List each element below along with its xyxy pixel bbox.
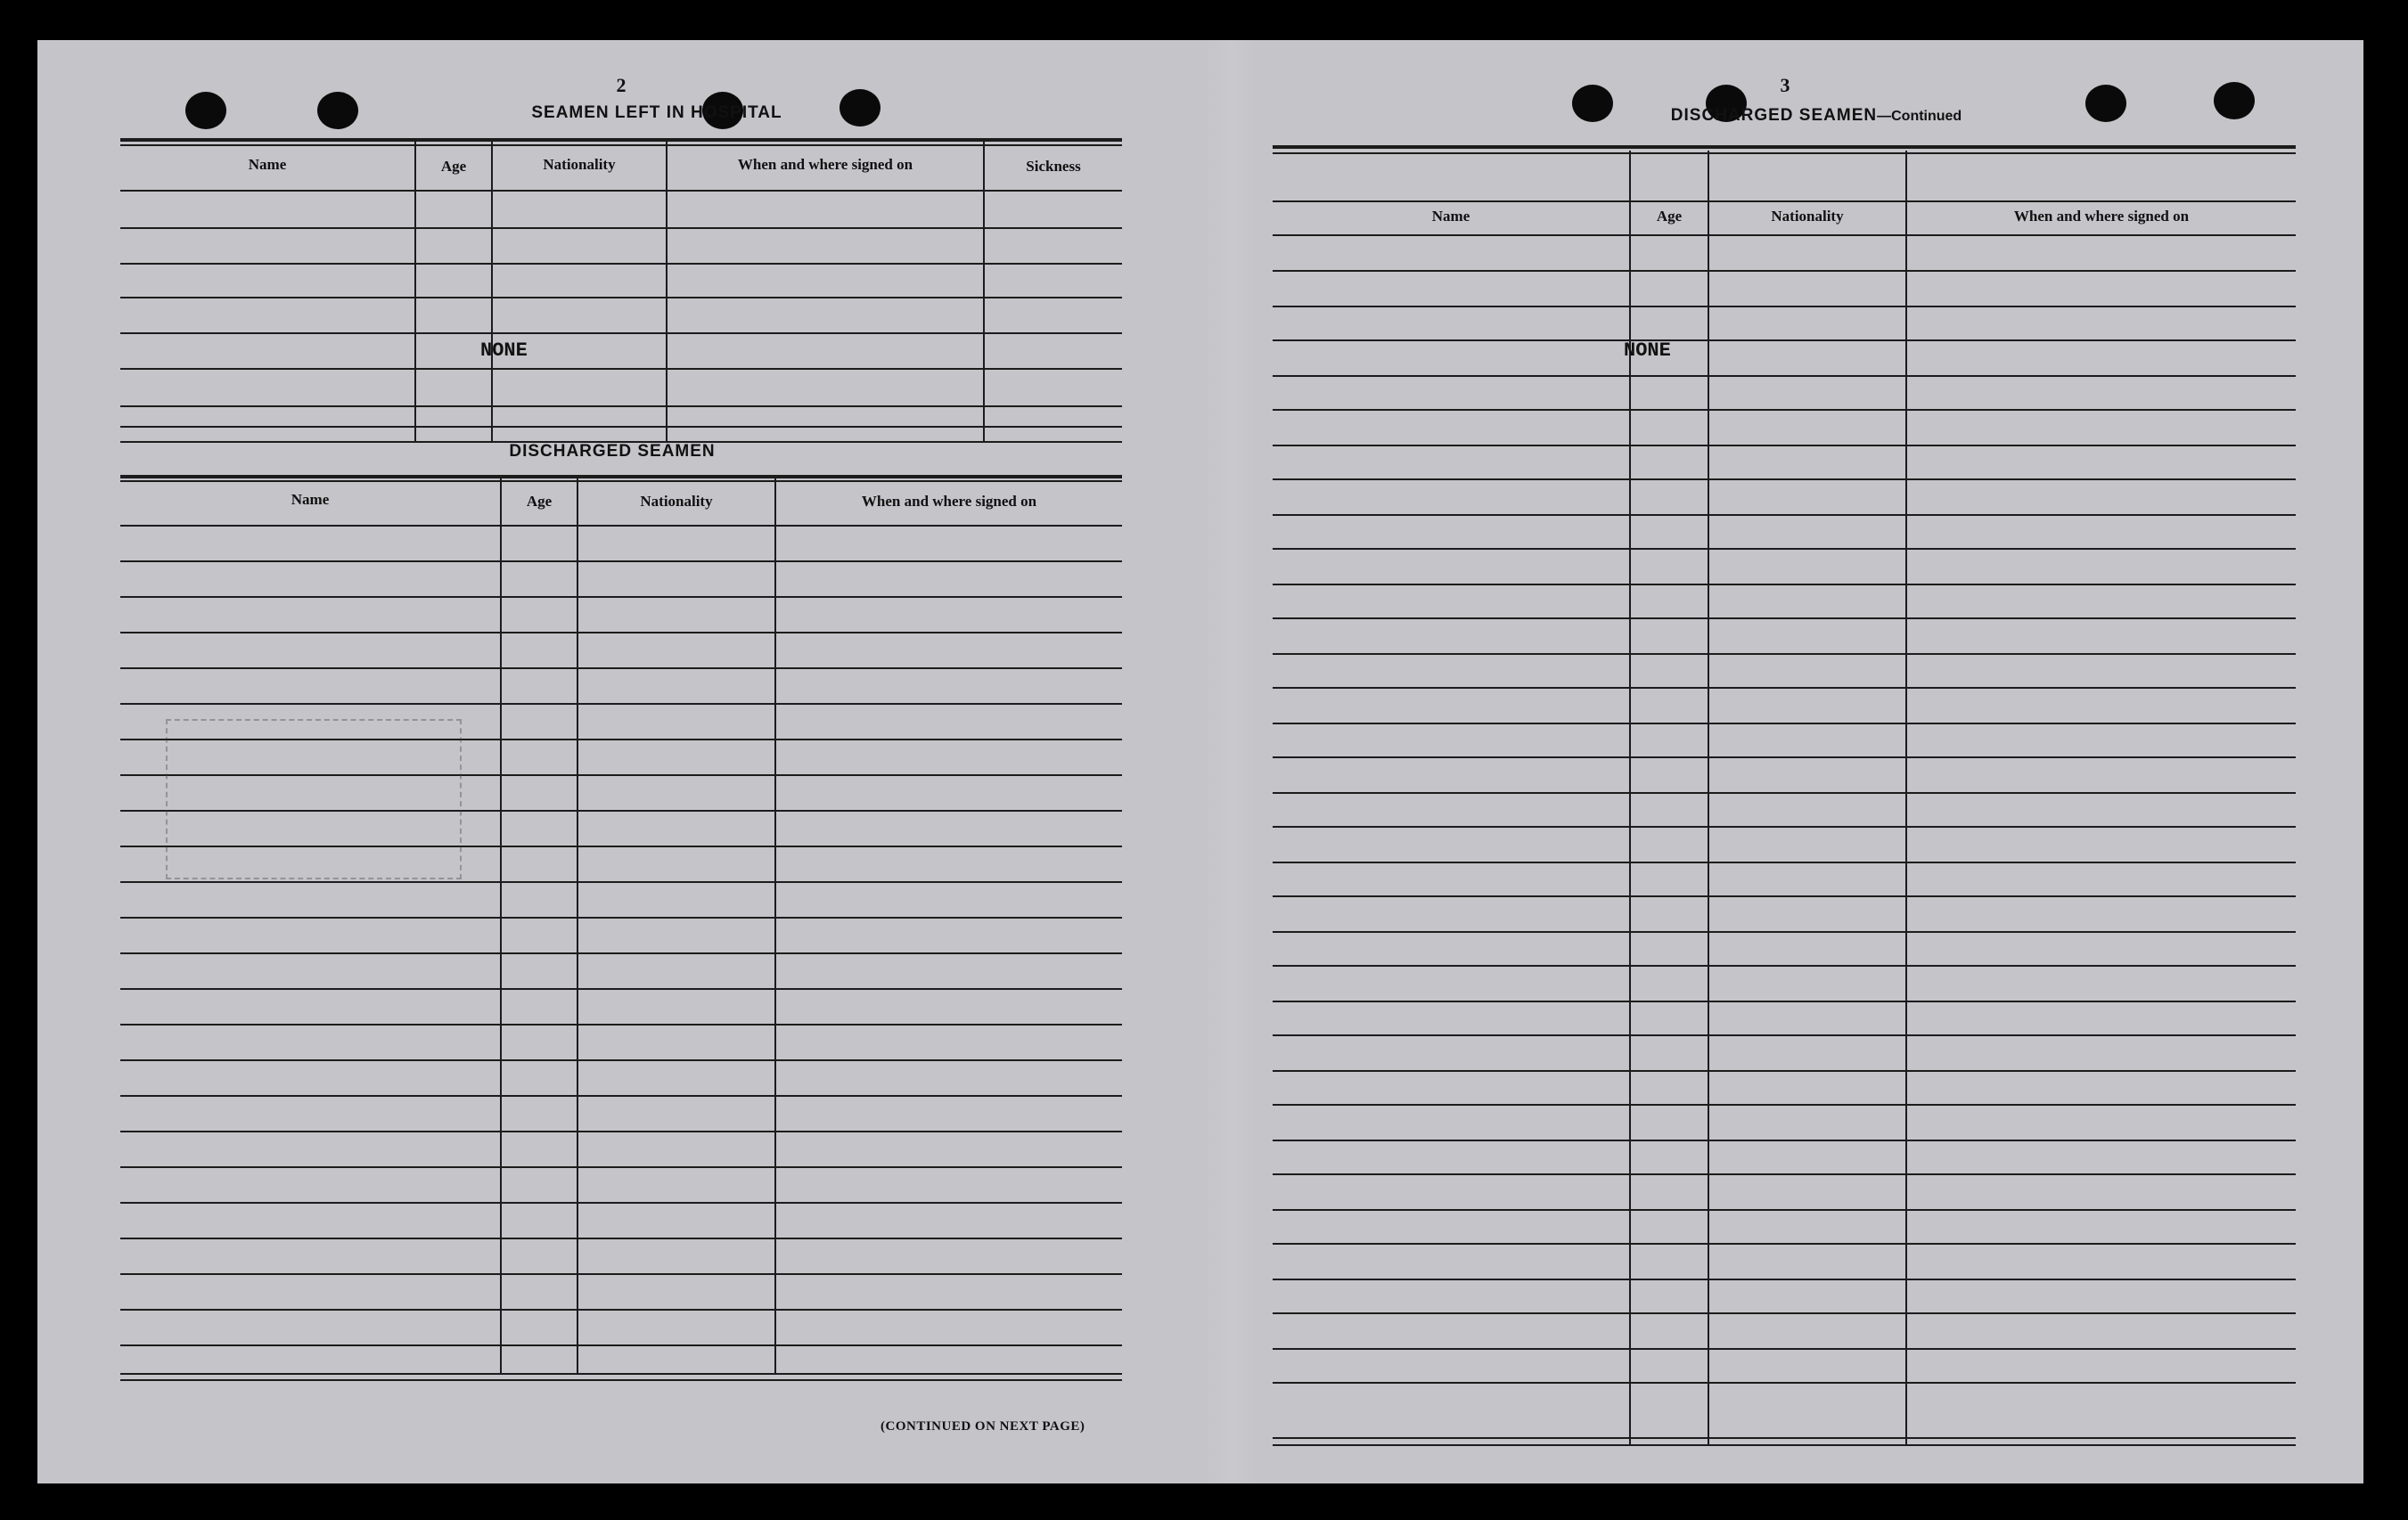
table-rule	[120, 1095, 1122, 1097]
column-header-name: Name	[248, 156, 287, 173]
punch-hole	[2214, 82, 2255, 119]
table-rule	[120, 1373, 1122, 1375]
discharged-continued-title	[1629, 106, 2003, 126]
table-rule	[120, 525, 1122, 527]
punch-hole	[1572, 85, 1613, 122]
column-header-signed-on: When and where signed on	[737, 156, 913, 173]
discharged-continued-table	[1273, 145, 2296, 1455]
table-rule	[120, 596, 1122, 598]
discharged-section-title: DISCHARGED SEAMEN	[509, 442, 716, 461]
table-rule	[120, 475, 1122, 478]
column-divider	[774, 478, 776, 1373]
table-rule	[1273, 270, 2296, 272]
table-rule	[120, 1238, 1122, 1239]
table-rule	[1273, 1070, 2296, 1072]
table-rule	[1273, 375, 2296, 377]
table-rule	[1273, 445, 2296, 446]
table-rule	[120, 560, 1122, 562]
table-rule	[120, 917, 1122, 919]
column-header-age: Age	[526, 493, 553, 510]
hospital-table	[120, 138, 1122, 468]
table-rule	[120, 1059, 1122, 1061]
table-rule	[1273, 409, 2296, 411]
table-rule	[1273, 234, 2296, 236]
table-rule	[120, 1379, 1122, 1381]
table-rule	[1273, 895, 2296, 897]
table-rule	[1273, 1279, 2296, 1280]
column-header-signed-on: When and where signed on	[861, 493, 1037, 510]
none-entry: NONE	[480, 339, 528, 362]
column-header-nationality: Nationality	[1771, 208, 1844, 225]
table-rule	[1273, 1312, 2296, 1314]
column-header-nationality: Nationality	[640, 493, 713, 510]
discharged-continued-title-text: DISCHARGED SEAMEN	[1670, 106, 1878, 125]
column-divider	[414, 142, 416, 441]
page-fold	[1205, 40, 1258, 1483]
table-rule	[120, 952, 1122, 954]
hospital-section-title: SEAMEN LEFT IN HOSPITAL	[531, 103, 782, 122]
table-rule	[1273, 653, 2296, 655]
table-rule	[1273, 1348, 2296, 1350]
punch-hole	[2085, 85, 2126, 122]
discharged-table	[120, 475, 1122, 1464]
column-divider	[983, 142, 985, 441]
table-rule	[120, 1024, 1122, 1026]
table-rule	[120, 480, 1122, 482]
column-divider	[1905, 151, 1907, 1444]
column-divider	[491, 142, 493, 441]
table-rule	[1273, 792, 2296, 794]
table-rule	[1273, 617, 2296, 619]
table-rule	[120, 297, 1122, 298]
table-rule	[1273, 687, 2296, 689]
table-rule	[120, 1202, 1122, 1204]
table-rule	[1273, 1173, 2296, 1175]
table-rule	[120, 1166, 1122, 1168]
table-rule	[1273, 339, 2296, 341]
table-rule	[120, 881, 1122, 883]
table-rule	[1273, 931, 2296, 933]
table-rule	[120, 703, 1122, 705]
table-rule	[120, 1131, 1122, 1132]
column-header-name: Name	[291, 491, 330, 508]
column-divider	[577, 478, 578, 1373]
table-rule	[120, 632, 1122, 633]
table-rule	[120, 138, 1122, 142]
table-rule	[1273, 1104, 2296, 1106]
column-divider	[666, 142, 668, 441]
table-rule	[1273, 478, 2296, 480]
table-rule	[120, 263, 1122, 265]
table-rule	[120, 1344, 1122, 1346]
punch-hole	[840, 89, 880, 127]
table-rule	[1273, 1437, 2296, 1439]
table-rule	[120, 144, 1122, 146]
column-header-name: Name	[1431, 208, 1470, 225]
column-divider	[1708, 151, 1709, 1444]
table-rule	[120, 988, 1122, 990]
table-rule	[1273, 514, 2296, 516]
table-rule	[120, 405, 1122, 407]
table-rule	[120, 1309, 1122, 1311]
page-number-left: 2	[616, 74, 627, 96]
table-rule	[120, 1273, 1122, 1275]
table-rule	[120, 426, 1122, 428]
table-rule	[1273, 862, 2296, 863]
column-header-signed-on: When and where signed on	[2013, 208, 2190, 225]
page-number-right: 3	[1780, 74, 1790, 96]
none-entry: NONE	[1624, 339, 1671, 362]
table-rule	[1273, 152, 2296, 154]
table-rule	[1273, 306, 2296, 307]
table-rule	[1273, 1140, 2296, 1141]
column-header-sickness: Sickness	[1026, 158, 1081, 175]
continued-footer: (CONTINUED ON NEXT PAGE)	[880, 1419, 1085, 1434]
table-rule	[1273, 1001, 2296, 1002]
table-rule	[1273, 200, 2296, 202]
table-rule	[1273, 548, 2296, 550]
table-rule	[1273, 584, 2296, 585]
discharged-continued-suffix: —Continued	[1877, 109, 1962, 124]
table-rule	[1273, 1209, 2296, 1211]
document-sheet	[37, 40, 2363, 1483]
table-rule	[1273, 756, 2296, 758]
table-rule	[120, 667, 1122, 669]
column-header-age: Age	[1656, 208, 1683, 225]
table-rule	[120, 368, 1122, 370]
table-rule	[1273, 145, 2296, 149]
table-rule	[1273, 723, 2296, 724]
table-rule	[120, 227, 1122, 229]
column-header-nationality: Nationality	[543, 156, 616, 173]
column-divider	[500, 478, 502, 1373]
table-rule	[1273, 826, 2296, 828]
faded-stamp	[166, 719, 462, 879]
table-rule	[120, 190, 1122, 192]
table-rule	[1273, 1034, 2296, 1036]
table-rule	[120, 332, 1122, 334]
table-rule	[1273, 1444, 2296, 1446]
table-rule	[1273, 1243, 2296, 1245]
table-rule	[1273, 965, 2296, 967]
punch-hole	[317, 92, 358, 129]
punch-hole	[185, 92, 226, 129]
table-rule	[1273, 1382, 2296, 1384]
column-header-age: Age	[440, 158, 467, 175]
